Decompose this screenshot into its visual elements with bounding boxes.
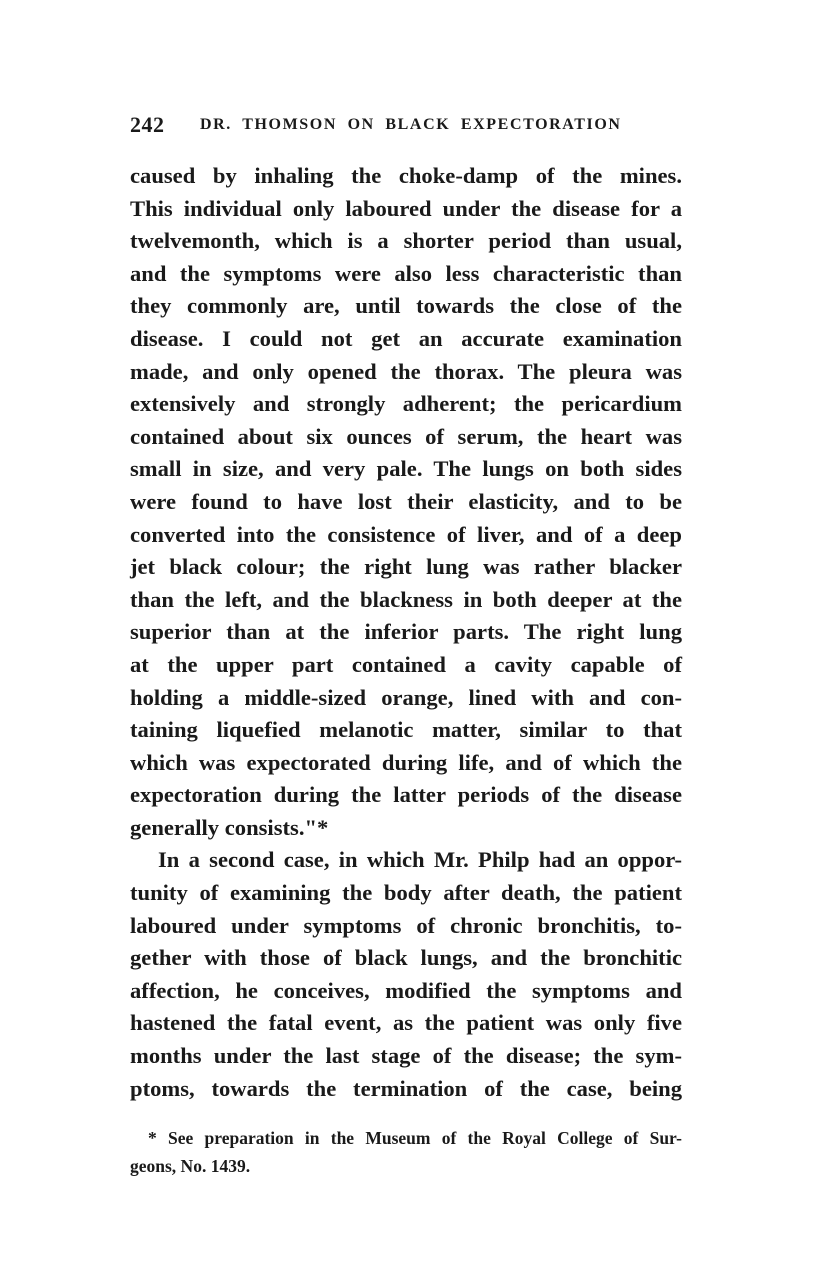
footnote-line: * See preparation in the Museum of the Royal College of Sur- [148,1128,682,1148]
text-line: jet black colour; the right lung was rather blacker [130,554,682,580]
text-line: tunity of examining the body after death, the patient [130,880,682,906]
text-line: This individual only laboured under the disease for a [130,195,682,221]
text-line: superior than at the inferior parts. The right lung [130,619,682,645]
running-title: DR. THOMSON ON BLACK EXPECTORATION [200,116,622,133]
text-line: generally consists."* [130,814,329,840]
text-line: than the left, and the blackness in both deeper at the [130,586,682,612]
text-line: and the symptoms were also less characteristic than [130,260,682,286]
text-line: were found to have lost their elasticity, and to be [130,488,682,514]
text-line: extensively and strongly adherent; the pericardium [130,391,682,417]
text-line: taining liquefied melanotic matter, similar to that [130,717,682,743]
text-line: which was expectorated during life, and of which the [130,749,682,775]
paragraph-start-line: In a second case, in which Mr. Philp had an oppor- [158,847,682,873]
text-line: disease. I could not get an accurate examination [130,325,682,351]
text-line: converted into the consistence of liver, and of a deep [130,521,682,547]
text-line: hastened the fatal event, as the patient was only five [130,1010,682,1036]
text-line: made, and only opened the thorax. The pleura was [130,358,682,384]
text-line: they commonly are, until towards the close of the [130,293,682,319]
text-line: months under the last stage of the disease; the sym- [130,1043,682,1069]
page-header [130,112,686,142]
text-line: gether with those of black lungs, and the bronchitic [130,945,682,971]
text-line: at the upper part contained a cavity capable of [130,651,682,677]
text-line: contained about six ounces of serum, the heart was [130,423,682,449]
text-line: twelvemonth, which is a shorter period than usual, [130,228,682,254]
text-line: laboured under symptoms of chronic bronchitis, to- [130,912,682,938]
text-line: small in size, and very pale. The lungs on both sides [130,456,682,482]
text-line: expectoration during the latter periods of the disease [130,782,682,808]
text-line: holding a middle-sized orange, lined with and con- [130,684,682,710]
text-line: affection, he conceives, modified the symptoms and [130,977,682,1003]
body-text [130,160,682,1105]
footnote-line: geons, No. 1439. [130,1156,251,1176]
text-line: ptoms, towards the termination of the case, being [130,1075,682,1101]
text-line: caused by inhaling the choke-damp of the mines. [130,163,682,188]
footnote [130,1124,682,1180]
page-number: 242 [130,112,165,137]
